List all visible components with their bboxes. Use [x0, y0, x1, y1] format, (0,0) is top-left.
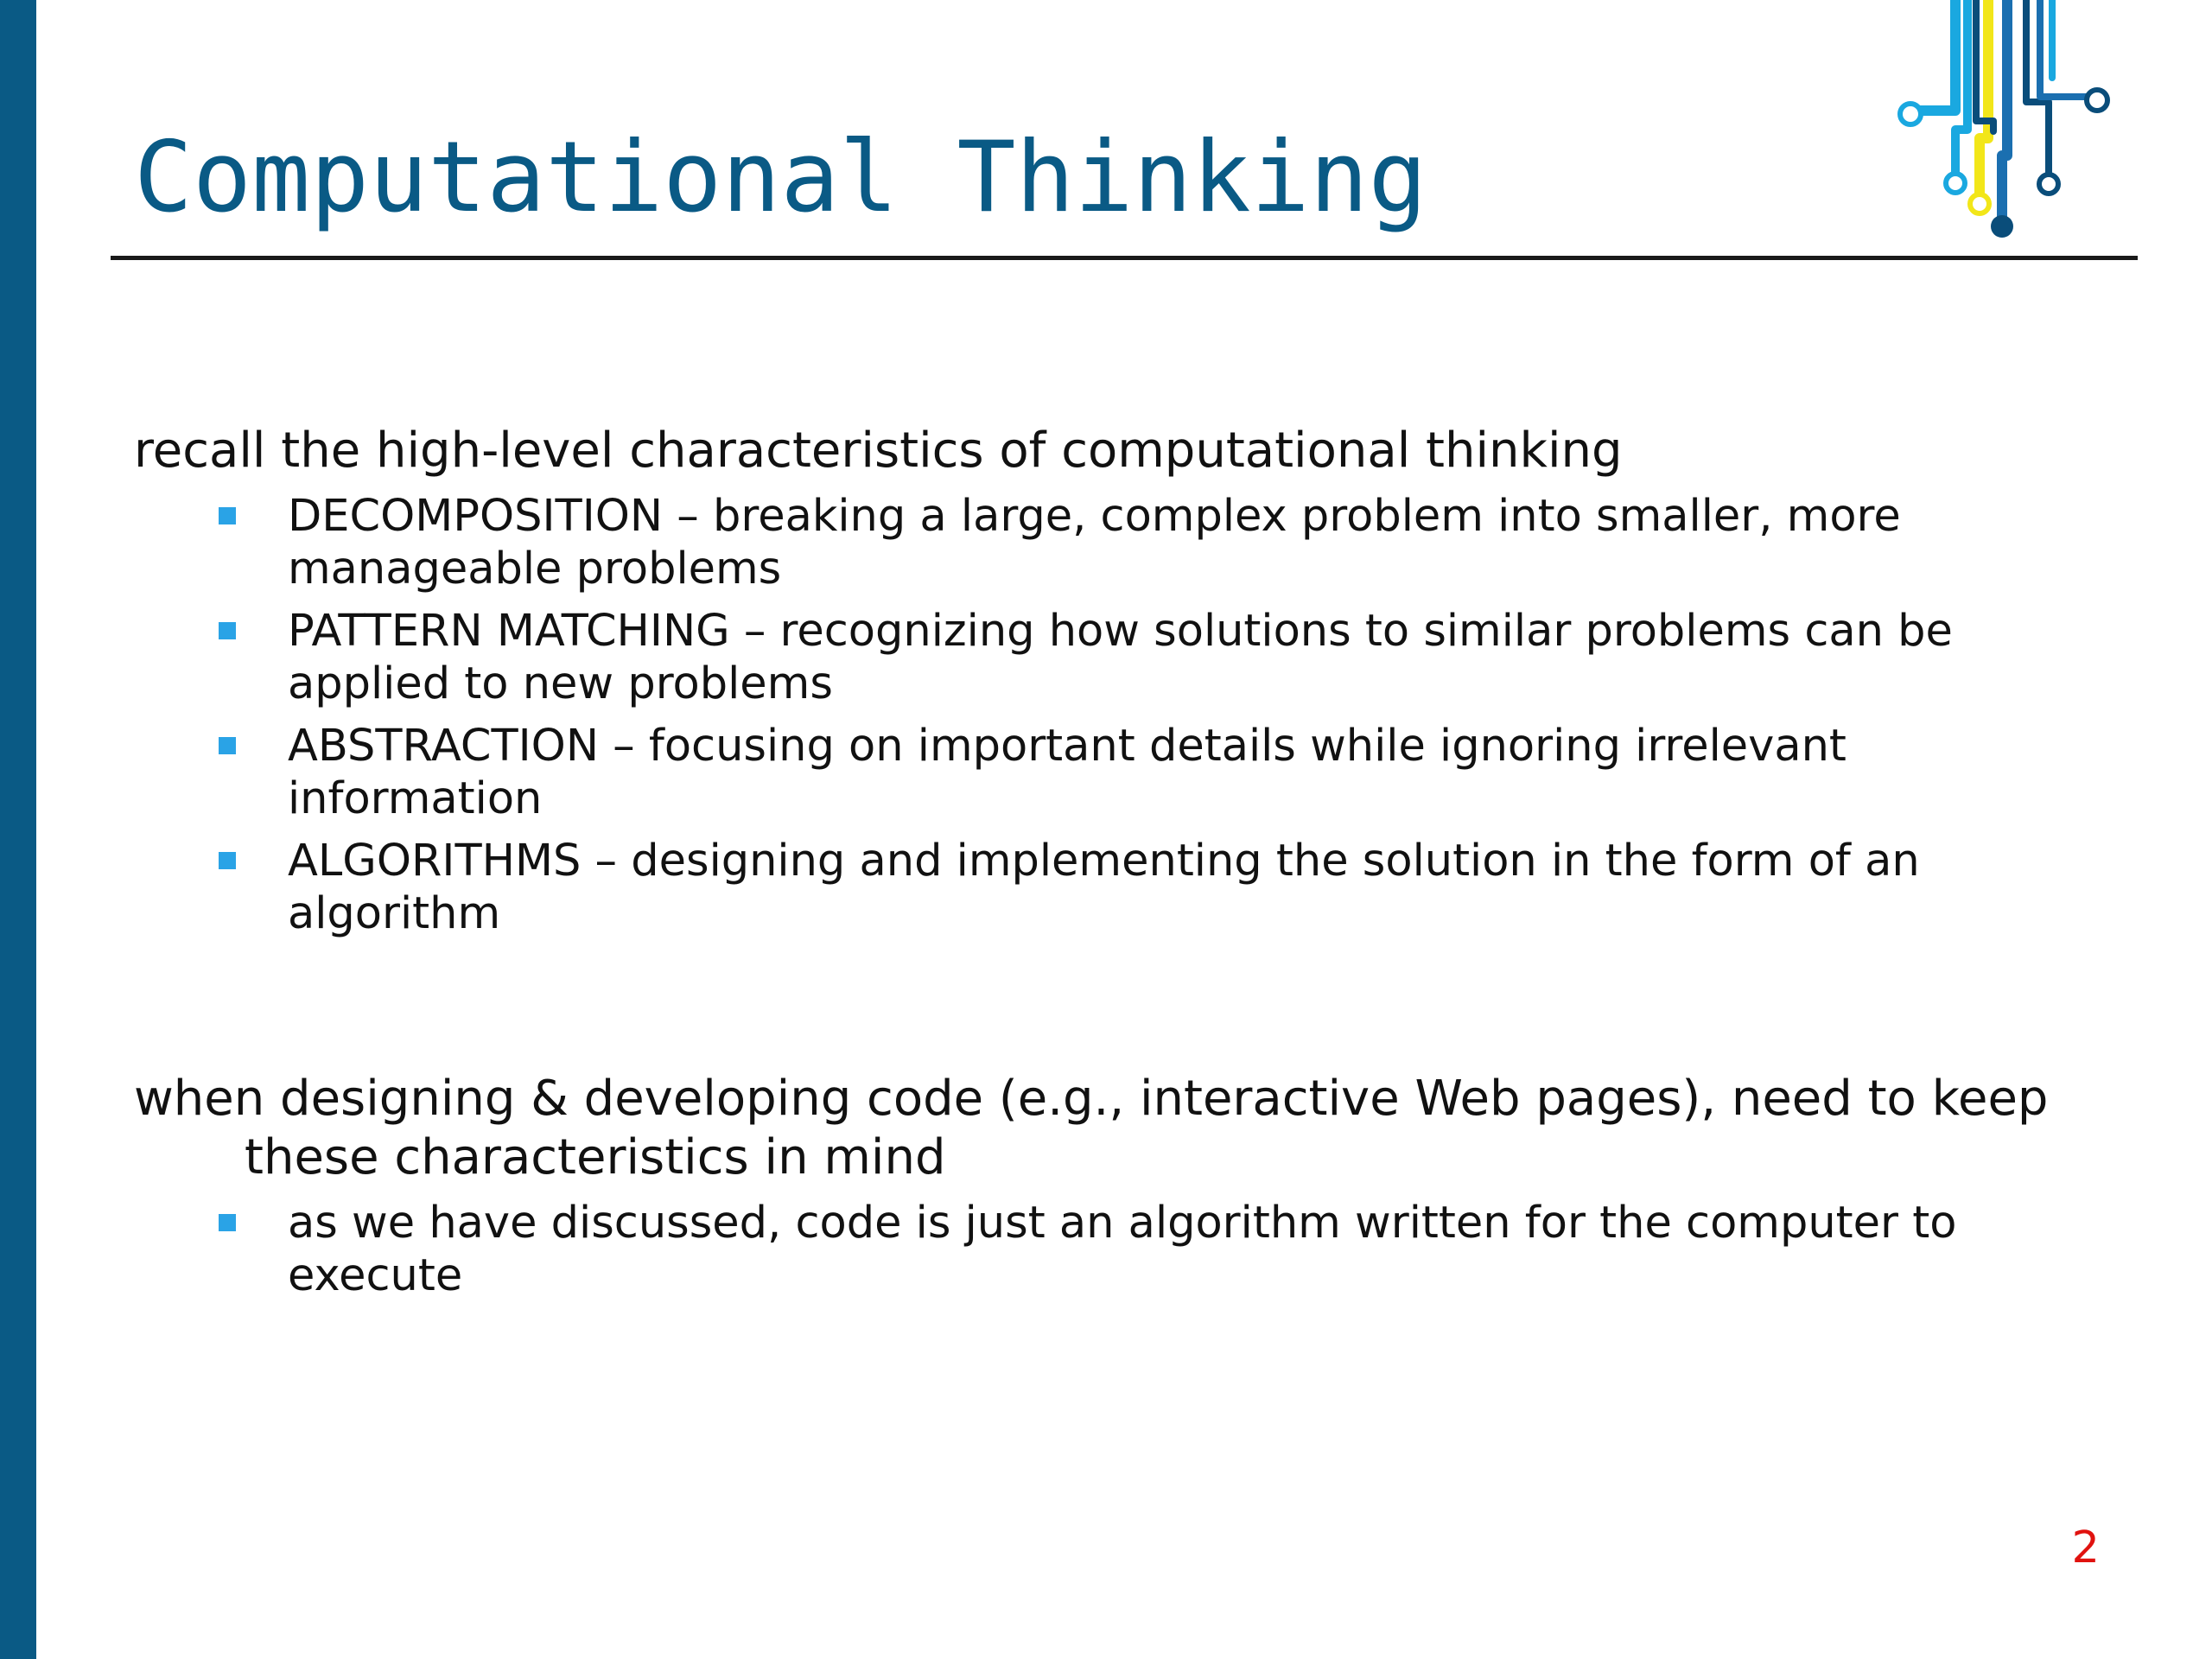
section-computational-thinking-characteristics [134, 422, 2061, 940]
lead-text: recall the high-level characteristics of computational thinking [134, 423, 1623, 479]
bullet-list [134, 1197, 2061, 1302]
square-bullet-icon [219, 852, 236, 869]
square-bullet-icon [219, 1214, 236, 1231]
section-code-design [134, 1070, 2061, 1302]
bullet-text: ALGORITHMS – designing and implementing the solution in the form of an algorithm [288, 836, 1920, 939]
bullet-list [134, 490, 2061, 940]
bullet-text: as we have discussed, code is just an algorithm written for the computer to execute [288, 1198, 1957, 1301]
bullet-text: DECOMPOSITION – breaking a large, complex problem into smaller, more manageable problems [288, 491, 1901, 594]
bullet-text: ABSTRACTION – focusing on important details while ignoring irrelevant information [288, 721, 1847, 824]
list-item [134, 490, 2061, 595]
list-item [134, 605, 2061, 710]
list-item [134, 720, 2061, 825]
list-item [134, 835, 2061, 940]
slide-title: Computational Thinking [134, 120, 1427, 234]
page-number: 2 [2071, 1522, 2100, 1573]
square-bullet-icon [219, 622, 236, 639]
lead-text: when designing & developing code (e.g., interactive Web pages), need to keep these characteristics in mind [134, 1071, 2049, 1185]
title-underline [111, 256, 2138, 260]
square-bullet-icon [219, 507, 236, 524]
bullet-text: PATTERN MATCHING – recognizing how solutions to similar problems can be applied to new problems [288, 606, 1953, 709]
circuit-logo-icon [1897, 0, 2147, 251]
list-item [134, 1197, 2061, 1302]
square-bullet-icon [219, 737, 236, 754]
left-accent-bar [0, 0, 36, 1659]
